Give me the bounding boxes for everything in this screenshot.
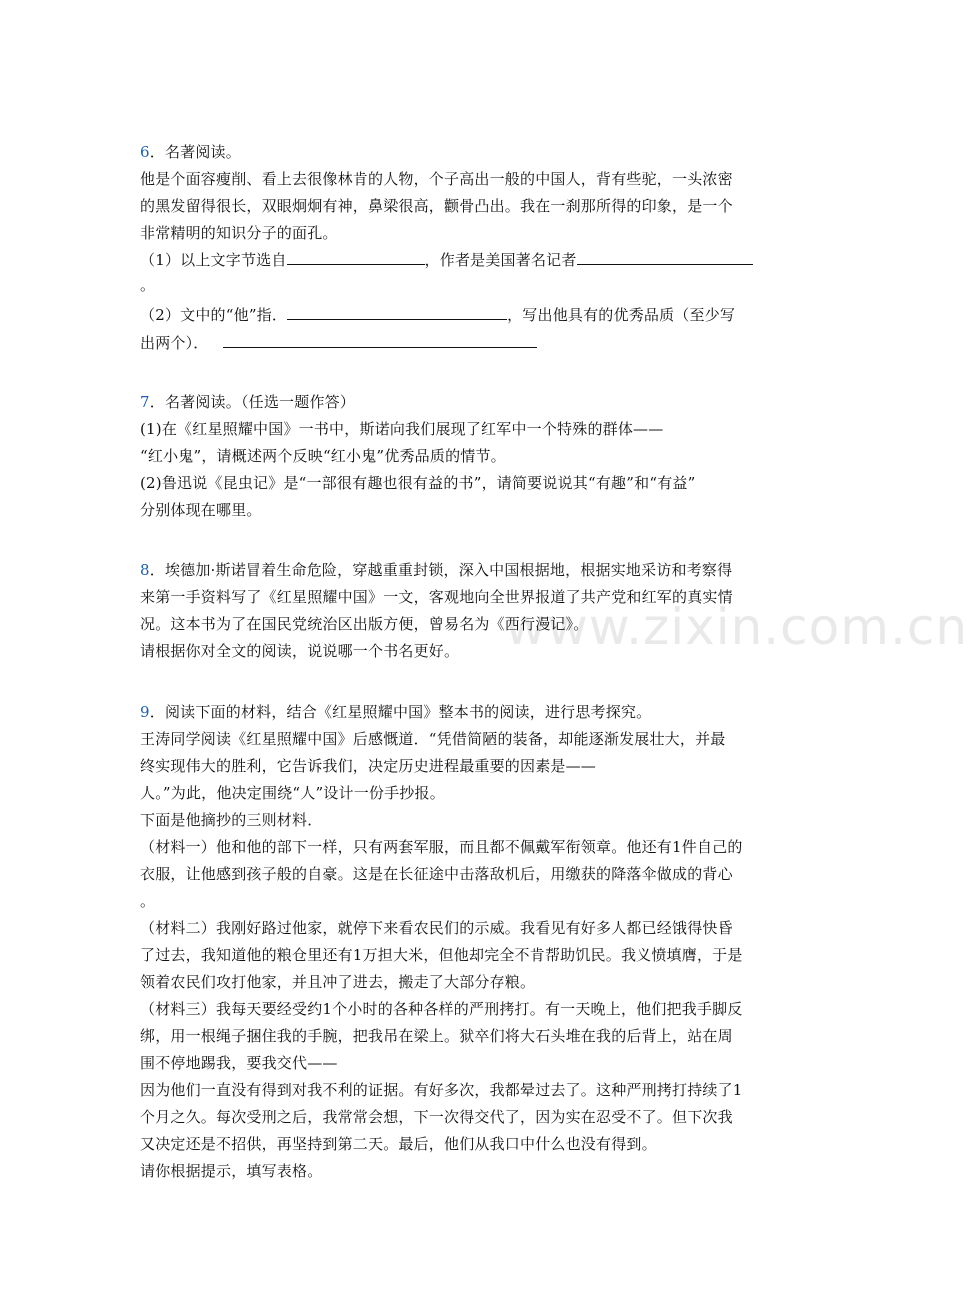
material-2-line-2: 了过去，我知道他的粮仓里还有1万担大米，但他却完全不肯帮助饥民。我义愤填膺，于是 [140, 946, 743, 964]
q9-line-2: 王涛同学阅读《红星照耀中国》后感慨道．“凭借简陋的装备，却能逐渐发展壮大，并最 [140, 730, 726, 748]
watermark: www.zixin.com.cn [505, 598, 968, 656]
material-3-line-2: 绑，用一根绳子捆住我的手腕，把我吊在梁上。狱卒们将大石头堆在我的后背上，站在周 [140, 1027, 733, 1045]
material-1-line-3: 。 [140, 892, 156, 910]
material-3-line-3: 围不停地踢我，要我交代—— [140, 1054, 338, 1072]
material-1-line-1: （材料一）他和他的部下一样，只有两套军服，而且都不佩戴军衔领章。他还有1件自己的 [140, 838, 743, 856]
q6-passage-line-1: 他是个面容瘦削、看上去很像林肯的人物，个子高出一般的中国人，背有些驼，一头浓密 [140, 170, 733, 188]
q6-sub1: （1）以上文字节选自 ，作者是美国著名记者 [140, 250, 753, 270]
q7-number: 7 [140, 393, 150, 411]
q6-passage-line-2: 的黑发留得很长，双眼炯炯有神，鼻梁很高，颧骨凸出。我在一刹那所得的印象，是一个 [140, 197, 733, 215]
q9-line-5: 下面是他摘抄的三则材料． [140, 811, 323, 829]
q8-line-1: 8．埃德加·斯诺冒着生命危险，穿越重重封锁，深入中国根据地，根据实地采访和考察得 [140, 561, 733, 579]
q6-title: 6．名著阅读。 [140, 143, 241, 161]
q8-line-3: 况。这本书为了在国民党统治区出版方便，曾易名为《西行漫记》。 [140, 615, 589, 633]
material-3-line-6: 又决定还是不招供，再坚持到第二天。最后，他们从我口中什么也没有得到。 [140, 1135, 657, 1153]
q6-person-blank[interactable] [287, 305, 507, 320]
q9-line-4: 人。”为此，他决定围绕“人”设计一份手抄报。 [140, 784, 445, 802]
q6-author-blank[interactable] [577, 250, 753, 265]
material-3-line-5: 个月之久。每次受刑之后，我常常会想，下一次得交代了，因为实在忍受不了。但下次我 [140, 1108, 733, 1126]
q9-number: 9 [140, 703, 150, 721]
q8-number: 8 [140, 561, 150, 579]
q6-sub2-cont: 出两个）． [140, 333, 537, 353]
q6-passage-line-3: 非常精明的知识分子的面孔。 [140, 224, 338, 242]
q7-line-3: (2)鲁迅说《昆虫记》是“一部很有趣也很有益的书”，请简要说说其“有趣”和“有益” [140, 474, 696, 492]
q9-line-1: 9．阅读下面的材料，结合《红星照耀中国》整本书的阅读，进行思考探究。 [140, 703, 652, 721]
q6-number: 6 [140, 143, 150, 161]
q9-line-3: 终实现伟大的胜利，它告诉我们，决定历史进程最重要的因素是—— [140, 757, 597, 775]
material-2-line-1: （材料二）我刚好路过他家，就停下来看农民们的示威。我看见有好多人都已经饿得快昏 [140, 919, 733, 937]
material-3-line-1: （材料三）我每天要经受约1个小时的各种各样的严刑拷打。有一天晚上，他们把我手脚反 [140, 1000, 743, 1018]
q9-instruction: 请你根据提示，填写表格。 [140, 1162, 323, 1180]
q7-line-1: (1)在《红星照耀中国》一书中，斯诺向我们展现了红军中一个特殊的群体—— [140, 420, 664, 438]
material-1-line-2: 衣服，让他感到孩子般的自豪。这是在长征途中击落敌机后，用缴获的降落伞做成的背心 [140, 865, 733, 883]
q6-sub2: （2）文中的“他”指． ，写出他具有的优秀品质（至少写 [140, 306, 736, 324]
q7-line-2: “红小鬼”，请概述两个反映“红小鬼”优秀品质的情节。 [140, 447, 506, 465]
q6-sub1-end: 。 [140, 276, 156, 294]
material-2-line-3: 领着农民们攻打他家，并且冲了进去，搬走了大部分存粮。 [140, 973, 536, 991]
q6-quality-blank[interactable] [223, 333, 537, 348]
material-3-line-4: 因为他们一直没有得到对我不利的证据。有好多次，我都晕过去了。这种严刑拷打持续了1 [140, 1081, 743, 1099]
q7-title: 7．名著阅读。（任选一题作答） [140, 393, 356, 411]
q8-line-2: 来第一手资料写了《红星照耀中国》一文，客观地向全世界报道了共产党和红军的真实情 [140, 588, 733, 606]
q6-book-blank[interactable] [287, 250, 425, 265]
q7-line-4: 分别体现在哪里。 [140, 501, 262, 519]
q8-line-4: 请根据你对全文的阅读，说说哪一个书名更好。 [140, 642, 460, 660]
